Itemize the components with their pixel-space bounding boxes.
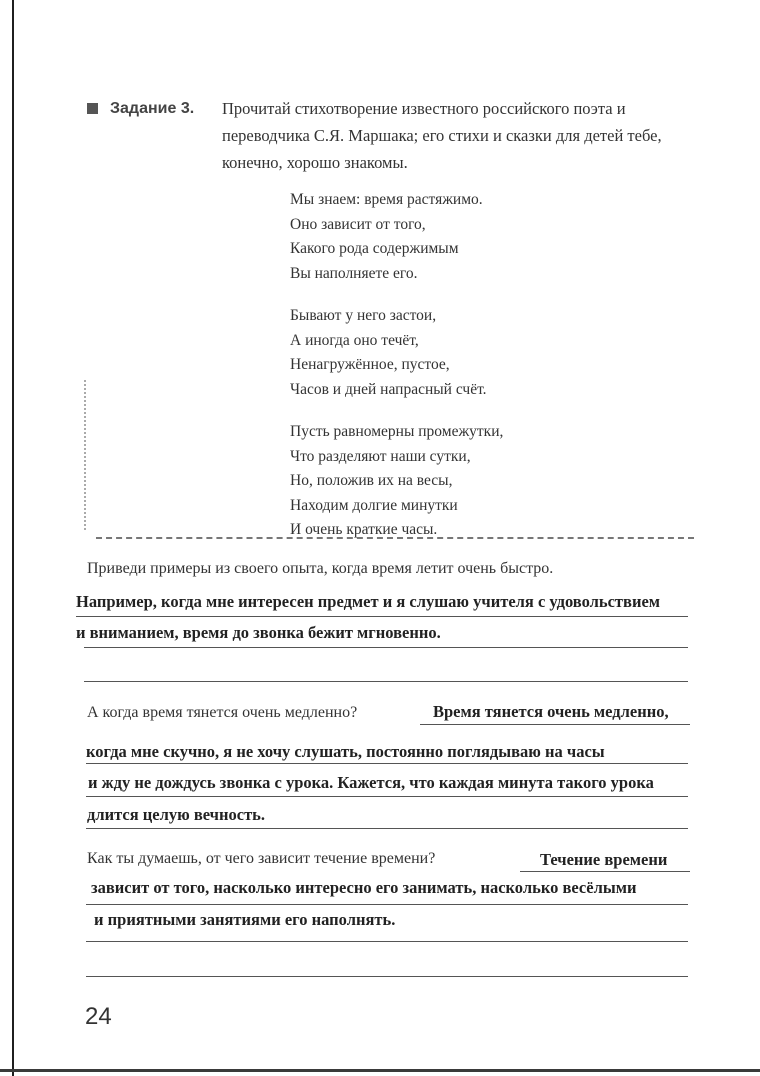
square-bullet-icon	[87, 103, 98, 114]
question-3-answer-line-2[interactable]: зависит от того, насколько интересно его занимать, насколько весёлыми	[91, 878, 637, 897]
question-3-answer-line-1[interactable]: Течение времени	[540, 850, 668, 869]
poem-line: Ненагружённое, пустое,	[290, 356, 450, 373]
poem-line: Вы наполняете его.	[290, 264, 418, 282]
question-1-prompt: Приведи примеры из своего опыта, когда время летит очень быстро.	[87, 560, 554, 577]
scan-artifact	[84, 380, 92, 530]
answer-line	[84, 647, 688, 648]
question-2-prompt: А когда время тянется очень медленно?	[87, 704, 358, 721]
poem-line: Мы знаем: время растяжимо.	[290, 191, 483, 208]
question-2-answer-line-3[interactable]: и жду не дождусь звонка с урока. Кажется, что каждая минута такого урока	[88, 773, 654, 792]
answer-line	[86, 941, 688, 942]
answer-line	[86, 976, 688, 977]
page-edge-bottom	[0, 1069, 760, 1072]
poem-line: А иногда оно течёт,	[290, 331, 419, 349]
question-2-answer-line-2[interactable]: когда мне скучно, я не хочу слушать, постоянно поглядываю на часы	[86, 742, 605, 761]
question-1-answer-line-1[interactable]: Например, когда мне интересен предмет и я слушаю учителя с удовольствием	[76, 592, 661, 611]
answer-line	[76, 616, 688, 617]
question-1-answer-line-2[interactable]: и вниманием, время до звонка бежит мгновенно.	[76, 623, 441, 642]
poem-line: Но, положив их на весы,	[290, 472, 453, 489]
poem-stanza	[290, 420, 503, 543]
question-2-answer-line-1[interactable]: Время тянется очень медленно,	[433, 702, 669, 721]
poem-line: Пусть равномерны промежутки,	[290, 423, 504, 440]
page-edge	[12, 0, 14, 1076]
poem-line: Оно зависит от того,	[290, 215, 426, 233]
answer-line	[86, 796, 688, 797]
poem-line: Бывают у него застои,	[290, 307, 437, 324]
poem-line: Часов и дней напрасный счёт.	[290, 380, 487, 398]
task-instructions: Прочитай стихотворение известного российского поэта и переводчика С.Я. Маршака; его стихи и сказки для детей тебе, конечно, хорошо знакомы.	[222, 99, 662, 172]
answer-line	[86, 904, 688, 905]
poem	[290, 188, 503, 561]
answer-line	[86, 828, 688, 829]
divider	[96, 537, 694, 539]
poem-line: Какого рода содержимым	[290, 240, 459, 257]
poem-line: Что разделяют наши сутки,	[290, 447, 471, 465]
poem-line: И очень краткие часы.	[290, 521, 438, 538]
task-label: Задание 3.	[110, 100, 195, 117]
question-2-answer-line-4[interactable]: длится целую вечность.	[87, 805, 266, 824]
answer-line	[84, 681, 688, 682]
question-3-prompt: Как ты думаешь, от чего зависит течение времени?	[87, 850, 436, 867]
page-number: 24	[85, 1003, 112, 1030]
question-3-answer-line-3[interactable]: и приятными занятиями его наполнять.	[94, 910, 396, 929]
poem-line: Находим долгие минутки	[290, 496, 458, 514]
answer-line	[420, 724, 690, 725]
poem-stanza	[290, 188, 503, 286]
task-header	[87, 95, 707, 176]
answer-line	[520, 871, 690, 872]
answer-line	[86, 763, 688, 764]
poem-stanza	[290, 304, 503, 402]
